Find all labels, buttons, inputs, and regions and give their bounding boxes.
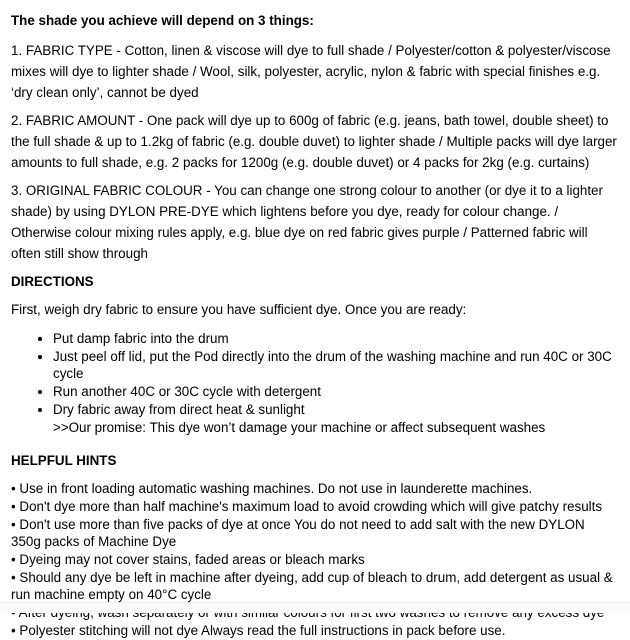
hint-item: • Polyester stitching will not dye Always read the full instructions in pack before use. <box>11 622 506 638</box>
direction-step: • Run another 40C or 30C cycle with detergent <box>53 383 617 401</box>
factor-fabric-type: 1. FABRIC TYPE - Cotton, linen & viscose will dye to full shade / Polyester/cotton & polyester/viscose mixes will dye to lighter shade / Wool, silk, polyester, acrylic, nylon & fabric with special finishes e.g. ‘dry clean only’, cannot be dyed <box>11 43 611 100</box>
hint-item: • Use in front loading automatic washing machines. Do not use in launderette machines. <box>11 481 533 497</box>
factor-original-colour: 3. ORIGINAL FABRIC COLOUR - You can change one strong colour to another (or dye it to a lighter shade) by using DYLON PRE-DYE which lightens before you dye, ready for colour change. / Otherwise colour mixing rules apply, e.g. blue dye on red fabric gives purple / Patterned fabric will often still show through <box>11 183 603 261</box>
directions-heading: DIRECTIONS <box>11 274 94 289</box>
shade-intro-heading: The shade you achieve will depend on 3 things: <box>11 13 314 28</box>
helpful-hints-heading: HELPFUL HINTS <box>11 453 117 469</box>
helpful-hints-list <box>11 480 617 639</box>
direction-step: • Dry fabric away from direct heat & sunlight <box>53 401 617 419</box>
factor-fabric-amount: 2. FABRIC AMOUNT - One pack will dye up to 600g of fabric (e.g. jeans, bath towel, double sheet) to the full shade & up to 1.2kg of fabric (e.g. double duvet) to lighter shade / Multiple packs will dye larger amounts to full shade, e.g. 2 packs for 1200g (e.g. double duvet) or 4 packs for 2kg (e.g. curtains) <box>11 113 617 170</box>
directions-step-list <box>11 330 617 419</box>
directions-intro: First, weigh dry fabric to ensure you have sufficient dye. Once you are ready: <box>11 302 467 317</box>
direction-step: • Put damp fabric into the drum <box>53 330 617 348</box>
hint-item: • Should any dye be left in machine after dyeing, add cup of bleach to drum, add detergent as usual & run machine empty on 40°C cycle <box>11 569 613 603</box>
hint-item: • Dyeing may not cover stains, faded areas or bleach marks <box>11 552 365 568</box>
bottom-divider <box>0 602 630 613</box>
promise-note: >>Our promise: This dye won’t damage your machine or affect subsequent washes <box>53 419 546 435</box>
hint-item: • Don't use more than five packs of dye at once You do not need to add salt with the new DYLON 350g packs of Machine Dye <box>11 516 585 550</box>
direction-step: • Just peel off lid, put the Pod directly into the drum of the washing machine and run 40C or 30C cycle <box>53 348 617 383</box>
hint-item: • Don't dye more than half machine's maximum load to avoid crowding which will give patchy results <box>11 498 603 514</box>
